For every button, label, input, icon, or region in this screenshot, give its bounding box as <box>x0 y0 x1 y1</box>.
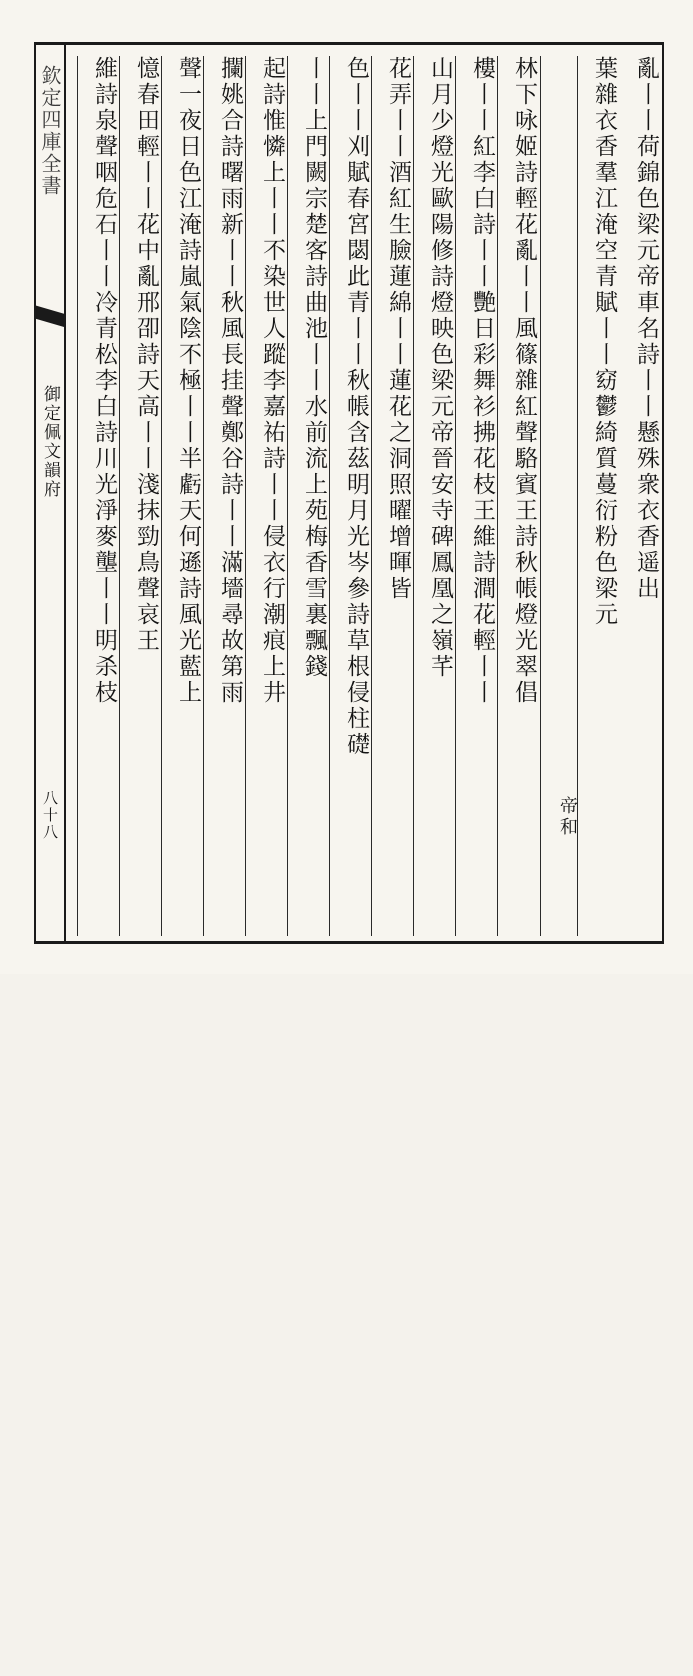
text-column <box>66 56 77 936</box>
column-text: 亂丨丨荷錦色梁元帝車名詩丨丨懸殊衆衣香遥出 <box>633 56 659 602</box>
column-text: 憶春田輕丨丨花中亂邢卲詩天高丨丨淺抹勁鳥聲哀王 <box>133 56 159 654</box>
text-column <box>245 56 287 936</box>
column-text: 山月少燈光歐陽修詩燈映色梁元帝晉安寺碑鳳凰之嶺芊 <box>427 56 453 680</box>
column-text: 攔姚合詩曙雨新丨丨秋風長挂聲鄭谷詩丨丨滿墻尋故第雨 <box>217 56 243 706</box>
column-text: 帝和 <box>557 796 578 838</box>
column-text: 葉雜衣香羣江淹空青賦丨丨窈鬱綺質蔓衍粉色梁元 <box>591 56 617 628</box>
text-column <box>413 56 455 936</box>
text-column <box>540 56 577 936</box>
collection-title: 欽定四庫全書 <box>38 65 62 197</box>
column-text: 起詩惟憐上丨丨不染世人蹤李嘉祐詩丨丨侵衣行潮痕上井 <box>259 56 285 706</box>
text-column <box>203 56 245 936</box>
page-margin <box>34 45 66 941</box>
text-column <box>455 56 497 936</box>
text-column <box>161 56 203 936</box>
column-text: 樓丨丨紅李白詩丨丨艷日彩舞衫拂花枝王維詩澗花輕丨丨 <box>469 56 495 706</box>
text-column <box>119 56 161 936</box>
column-text: 花弄丨丨酒紅生臉蓮綿丨丨蓮花之洞照曜增暉皆 <box>385 56 411 602</box>
book-title: 御定佩文韻府 <box>40 385 60 499</box>
text-column <box>497 56 540 936</box>
column-text: 維詩泉聲咽危石丨丨冷青松李白詩川光淨麥壟丨丨明杀枝 <box>91 56 117 706</box>
text-column <box>329 56 371 936</box>
page-number: 八十八 <box>41 790 59 841</box>
text-column <box>287 56 329 936</box>
column-text: 色丨丨刈賦春宮閟此青丨丨秋帳含茲明月光岑參詩草根侵柱礎 <box>343 56 369 758</box>
column-text: 林下咏姬詩輕花亂丨丨風篠雜紅聲駱賓王詩秋帳燈光翠倡 <box>511 56 537 706</box>
text-column <box>620 56 674 936</box>
column-text: 聲一夜日色江淹詩嵐氣陰不極丨丨半虧天何遜詩風光藍上 <box>175 56 201 706</box>
column-text: 丨丨上門闕宗楚客詩曲池丨丨水前流上苑梅香雪裏飄錢 <box>301 56 327 680</box>
text-column <box>371 56 413 936</box>
text-column <box>77 56 119 936</box>
